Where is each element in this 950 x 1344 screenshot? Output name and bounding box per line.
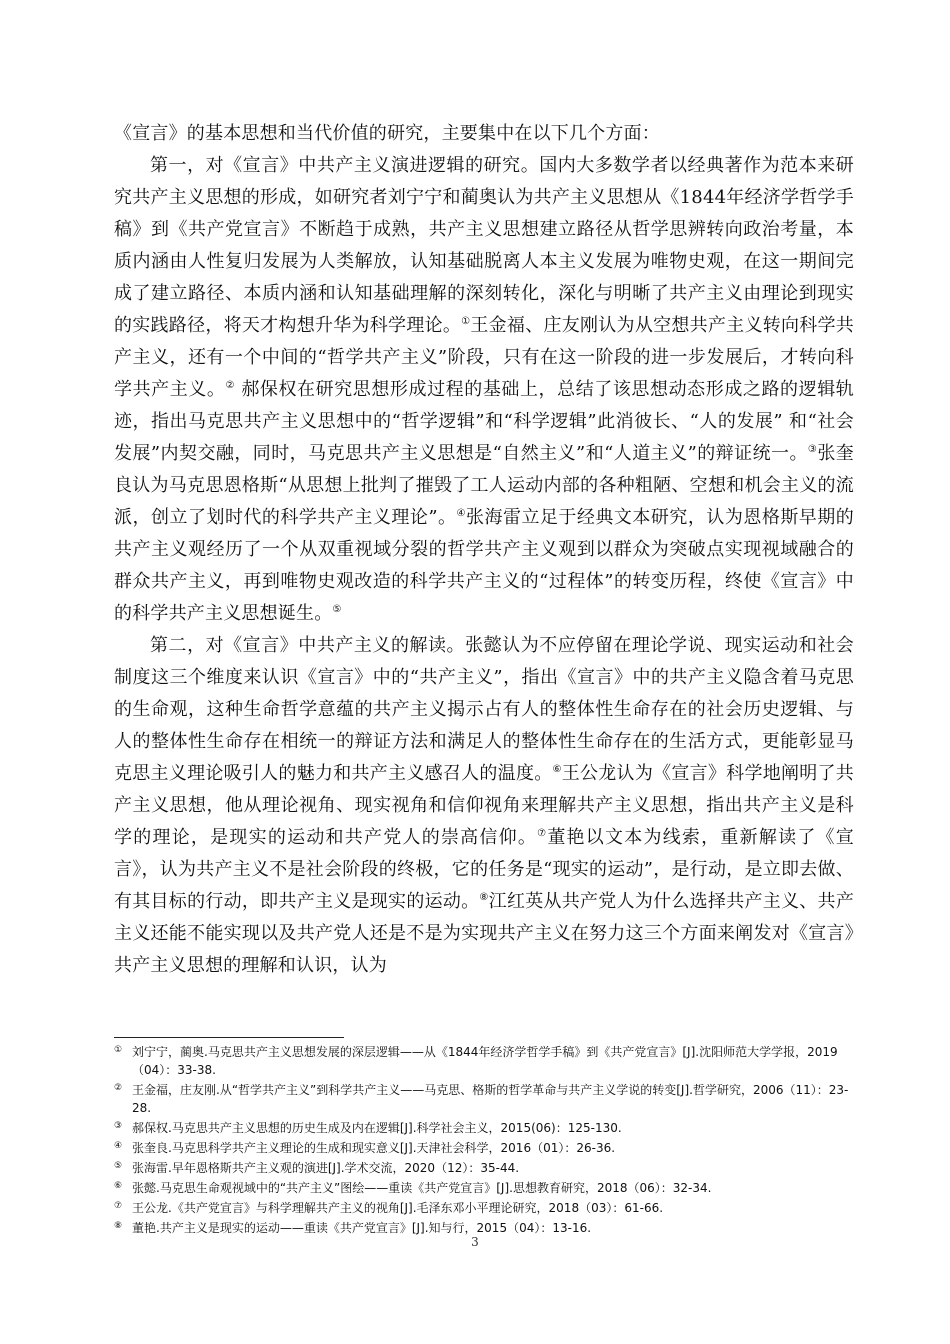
paragraph-text: 张海雷立足于经典文本研究，认为恩格斯早期的共产主义观经历了一个从双重视域分裂的哲学共产主义观到以群众为突破点实现视域融合的群众共产主义，再到唯物史观改造的科学共产主义的“过程体”的转变历程，终使《宣言》中的科学共产主义思想诞生。: [114, 507, 854, 624]
footnote-mark: ①: [114, 1045, 123, 1055]
paragraph-text: 第一，对《宣言》中共产主义演进逻辑的研究。国内大多数学者以经典著作为范本来研究共产主义思想的形成，如研究者刘宁宁和蔺奥认为共产主义思想从《1844年经济学哲学手稿》到《共产党宣言》不断趋于成熟，共产主义思想建立路径从哲学思辨转向政治考量，本质内涵由人性复归发展为人类解放，认知基础脱离人本主义发展为唯物史观，在这一期间完成了建立路径、本质内涵和认知基础理解的深刻转化，深化与明晰了共产主义由理论到现实的实践路径，将天才构想升华为科学理论。: [114, 155, 854, 336]
footnote-reference[interactable]: ②: [225, 380, 236, 391]
page-number: 3: [471, 1235, 479, 1249]
footnote-reference[interactable]: ⑦: [537, 828, 548, 839]
footnote-text: 张懿.马克思生命观视域中的“共产主义”图绘——重读《共产党宣言》[J].思想教育研究，2018（06）：32-34.: [132, 1181, 712, 1195]
footnote-mark: ③: [114, 1121, 123, 1131]
paragraph-text: 《宣言》的基本思想和当代价值的研究，主要集中在以下几个方面：: [114, 123, 660, 144]
footnote-mark: ⑥: [114, 1181, 123, 1191]
footnote-mark: ⑦: [114, 1201, 123, 1211]
footnote-item: [114, 1139, 854, 1157]
footnotes: [114, 1043, 854, 1239]
paragraph-text: 郝保权在研究思想形成过程的基础上，总结了该思想动态形成之路的逻辑轨迹，指出马克思共产主义思想中的“哲学逻辑”和“科学逻辑”此消彼长、“人的发展” 和“社会发展”内契交融，同时，马克思共产主义思想是“自然主义”和“人道主义”的辩证统一。: [114, 379, 854, 464]
paragraph-text: 王金福、庄友刚认为从空想共产主义转向科学共产主义，还有一个中间的“哲学共产主义”阶段，只有在这一阶段的进一步发展后，才转向科学共产主义。: [114, 315, 854, 400]
footnote-text: 王公龙.《共产党宣言》与科学理解共产主义的视角[J].毛泽东邓小平理论研究，2018（03）：61-66.: [132, 1201, 664, 1215]
footnote-item: [114, 1119, 854, 1137]
footnote-text: 郝保权.马克思共产主义思想的历史生成及内在逻辑[J].科学社会主义，2015(06)：125-130.: [132, 1121, 622, 1135]
footnote-text: 刘宁宁，蔺奥.马克思共产主义思想发展的深层逻辑——从《1844年经济学哲学手稿》到《共产党宣言》[J].沈阳师范大学学报，2019（04）：33-38.: [132, 1045, 838, 1077]
footnote-mark: ⑧: [114, 1221, 123, 1231]
footnote-item: [114, 1159, 854, 1177]
paragraph-text: 江红英从共产党人为什么选择共产主义、共产主义还能不能实现以及共产党人还是不是为实现共产主义在努力这三个方面来阐发对《宣言》共产主义思想的理解和认识，认为: [114, 891, 855, 976]
footnote-reference[interactable]: ⑥: [552, 764, 562, 775]
footnote-item: [114, 1043, 854, 1079]
footnote-text: 张海雷.早年恩格斯共产主义观的演进[J].学术交流，2020（12）：35-44.: [132, 1161, 520, 1175]
footnote-text: 王金福，庄友刚.从“哲学共产主义”到科学共产主义——马克思、格斯的哲学革命与共产主义学说的转变[J].哲学研究，2006（11）：23-28.: [132, 1083, 849, 1115]
footnote-separator: [114, 1037, 344, 1038]
footnote-reference[interactable]: ④: [456, 508, 466, 519]
body-paragraph: [114, 630, 854, 982]
paragraph-text: 董艳以文本为线索，重新解读了《宣言》，认为共产主义不是社会阶段的终极，它的任务是“现实的运动”，是行动，是立即去做、有其目标的行动，即共产主义是现实的运动。: [114, 827, 854, 912]
paragraph-text: 王公龙认为《宣言》科学地阐明了共产主义思想，他从理论视角、现实视角和信仰视角来理解共产主义思想，指出共产主义是科学的理论，是现实的运动和共产党人的崇高信仰。: [114, 763, 855, 848]
footnote-text: 董艳.共产主义是现实的运动——重读《共产党宣言》[J].知与行，2015（04）：13-16.: [132, 1221, 592, 1235]
footnote-mark: ②: [114, 1083, 123, 1093]
footnote-item: [114, 1179, 854, 1197]
footnote-reference[interactable]: ⑧: [479, 892, 489, 903]
body-paragraph: [114, 118, 854, 150]
footnote-reference[interactable]: ③: [807, 444, 818, 455]
paragraph-text: 第二，对《宣言》中共产主义的解读。张懿认为不应停留在理论学说、现实运动和社会制度这三个维度来认识《宣言》中的“共产主义”，指出《宣言》中的共产主义隐含着马克思的生命观，这种生命哲学意蕴的共产主义揭示占有人的整体性生命存在的社会历史逻辑、与人的整体性生命存在相统一的辩证方法和满足人的整体性生命存在的生活方式，更能彰显马克思主义理论吸引人的魅力和共产主义感召人的温度。: [114, 635, 854, 784]
paragraph-text: 张奎良认为马克思恩格斯“从思想上批判了摧毁了工人运动内部的各种粗陋、空想和机会主义的流派，创立了划时代的科学共产主义理论”。: [114, 443, 854, 528]
footnote-mark: ④: [114, 1141, 123, 1151]
footnote-text: 张奎良.马克思科学共产主义理论的生成和现实意义[J].天津社会科学，2016（01）：26-36.: [132, 1141, 616, 1155]
footnote-reference[interactable]: ①: [461, 316, 471, 327]
footnote-item: [114, 1199, 854, 1217]
body-text: [114, 118, 854, 982]
footnote-mark: ⑤: [114, 1161, 123, 1171]
body-paragraph: [114, 150, 854, 630]
footnote-item: [114, 1081, 854, 1117]
footnote-reference[interactable]: ⑤: [332, 604, 342, 615]
